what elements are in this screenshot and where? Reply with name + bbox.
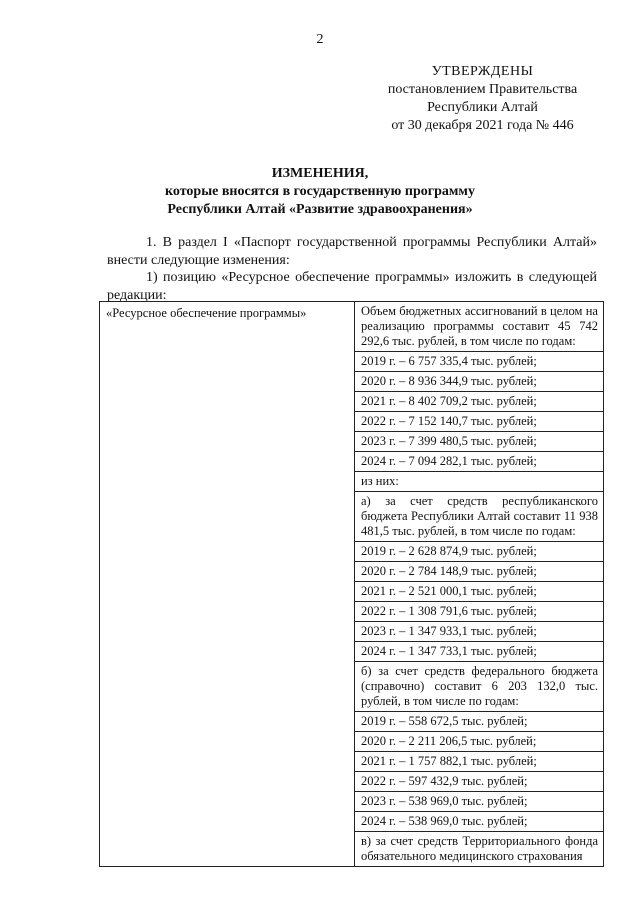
federal-intro: б) за счет средств федерального бюджета (справочно) составит 6 203 132,0 тыс. рублей, в том числе по годам: [355, 662, 603, 712]
year-line: 2020 г. – 2 784 148,9 тыс. рублей; [355, 562, 603, 582]
paragraph: 1) позицию «Ресурсное обеспечение программы» изложить в следующей редакции: [107, 270, 597, 303]
year-line: 2019 г. – 6 757 335,4 тыс. рублей; [355, 352, 603, 372]
approval-line: от 30 декабря 2021 года № 446 [391, 118, 574, 133]
year-line: 2019 г. – 558 672,5 тыс. рублей; [355, 712, 603, 732]
body-text [107, 234, 597, 304]
year-line: 2019 г. – 2 628 874,9 тыс. рублей; [355, 542, 603, 562]
paragraph: 1. В раздел I «Паспорт государственной программы Республики Алтай» внести следующие изменения: [107, 235, 597, 268]
document-title-line: ИЗМЕНЕНИЯ, [271, 166, 369, 181]
approval-block [370, 63, 595, 135]
year-line: 2021 г. – 2 521 000,1 тыс. рублей; [355, 582, 603, 602]
year-line: 2020 г. – 8 936 344,9 тыс. рублей; [355, 372, 603, 392]
year-line: 2024 г. – 1 347 733,1 тыс. рублей; [355, 642, 603, 662]
year-line: 2022 г. – 597 432,9 тыс. рублей; [355, 772, 603, 792]
approval-line: постановлением Правительства [387, 82, 578, 97]
document-title-line: Республики Алтай «Развитие здравоохранения» [167, 202, 473, 217]
year-line: 2020 г. – 2 211 206,5 тыс. рублей; [355, 732, 603, 752]
year-line: 2023 г. – 1 347 933,1 тыс. рублей; [355, 622, 603, 642]
total-intro: Объем бюджетных ассигнований в целом на реализацию программы составит 45 742 292,6 тыс. рублей, в том числе по годам: [355, 302, 603, 352]
year-line: 2023 г. – 538 969,0 тыс. рублей; [355, 792, 603, 812]
approval-title: УТВЕРЖДЕНЫ [431, 64, 534, 79]
approval-line: Республики Алтай [427, 100, 538, 115]
page-number: 2 [316, 32, 324, 47]
year-line: 2023 г. – 7 399 480,5 тыс. рублей; [355, 432, 603, 452]
year-line: 2022 г. – 7 152 140,7 тыс. рублей; [355, 412, 603, 432]
document-title [0, 165, 640, 219]
table-label-cell: «Ресурсное обеспечение программы» [100, 302, 355, 867]
year-line: 2024 г. – 7 094 282,1 тыс. рублей; [355, 452, 603, 472]
year-line: 2021 г. – 1 757 882,1 тыс. рублей; [355, 752, 603, 772]
document-title-line: которые вносятся в государственную программу [165, 184, 475, 199]
regional-intro: а) за счет средств республиканского бюджета Республики Алтай составит 11 938 481,5 тыс. рублей, в том числе по годам: [355, 492, 603, 542]
of-them-label: из них: [355, 472, 603, 492]
table-value-cell [355, 302, 604, 867]
year-line: 2022 г. – 1 308 791,6 тыс. рублей; [355, 602, 603, 622]
year-line: 2021 г. – 8 402 709,2 тыс. рублей; [355, 392, 603, 412]
resource-table [99, 301, 604, 867]
year-line: 2024 г. – 538 969,0 тыс. рублей; [355, 812, 603, 832]
table-row [100, 302, 604, 867]
fund-intro: в) за счет средств Территориального фонда обязательного медицинского страхования [361, 834, 598, 863]
